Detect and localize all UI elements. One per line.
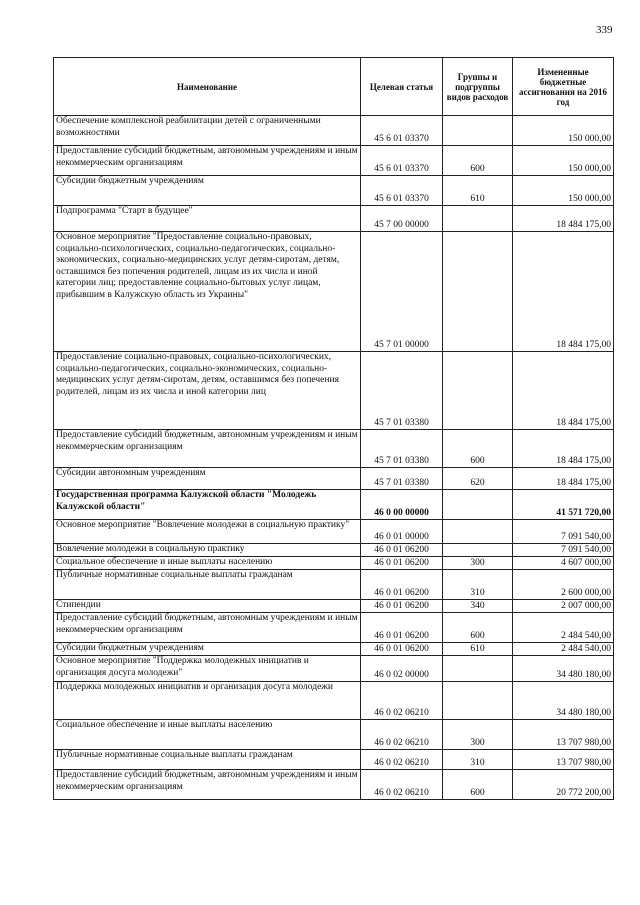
- table-row: [54, 643, 614, 656]
- row-name: Подпрограмма "Старт в будущее": [54, 206, 361, 232]
- row-name: Субсидии автономным учреждениям: [54, 468, 361, 490]
- table-row: [54, 468, 614, 490]
- row-target-code: 45 6 01 03370: [361, 116, 443, 146]
- row-group-code: 600: [443, 146, 513, 176]
- row-group-code: 310: [443, 750, 513, 770]
- table-row: [54, 600, 614, 613]
- row-amount: 150 000,00: [513, 146, 614, 176]
- row-amount: 7 091 540,00: [513, 520, 614, 544]
- row-target-code: 46 0 01 06200: [361, 600, 443, 613]
- table-row: [54, 570, 614, 600]
- row-group-code: 300: [443, 557, 513, 570]
- row-target-code: 45 7 01 03380: [361, 468, 443, 490]
- row-target-code: 46 0 02 06210: [361, 750, 443, 770]
- row-name: Субсидии бюджетным учреждениям: [54, 176, 361, 206]
- table-row: [54, 544, 614, 557]
- table-row: [54, 520, 614, 544]
- row-target-code: 45 6 01 03370: [361, 146, 443, 176]
- header-target: Целевая статья: [361, 58, 443, 116]
- row-name: Предоставление субсидий бюджетным, автономным учреждениям и иным некоммерческим организациям: [54, 613, 361, 643]
- row-name: Социальное обеспечение и иные выплаты населению: [54, 720, 361, 750]
- row-amount: 18 484 175,00: [513, 352, 614, 430]
- row-group-code: [443, 232, 513, 352]
- row-amount: 18 484 175,00: [513, 468, 614, 490]
- table-row: [54, 352, 614, 430]
- row-name: Предоставление субсидий бюджетным, автономным учреждениям и иным некоммерческим организациям: [54, 770, 361, 800]
- row-name: Предоставление социально-правовых, социально-психологических, социально-педагогических, социально-экономических, социально-медицинских услуг детям-сиротам, детям, оставшимся без попечения родителей, лицам из их числа и иной категории лиц: [54, 352, 361, 430]
- row-amount: 18 484 175,00: [513, 430, 614, 468]
- table-row: [54, 116, 614, 146]
- page-number: 339: [596, 24, 613, 36]
- table-row: [54, 430, 614, 468]
- row-target-code: 46 0 02 00000: [361, 656, 443, 682]
- table-row: [54, 770, 614, 800]
- row-name: Социальное обеспечение и иные выплаты населению: [54, 557, 361, 570]
- row-amount: 2 007 000,00: [513, 600, 614, 613]
- row-amount: 150 000,00: [513, 176, 614, 206]
- table-row: [54, 613, 614, 643]
- row-name: Стипендии: [54, 600, 361, 613]
- row-group-code: [443, 656, 513, 682]
- row-name: Основное мероприятие "Вовлечение молодежи в социальную практику": [54, 520, 361, 544]
- row-name: Предоставление субсидий бюджетным, автономным учреждениям и иным некоммерческим организациям: [54, 430, 361, 468]
- header-name: Наименование: [54, 58, 361, 116]
- row-amount: 18 484 175,00: [513, 232, 614, 352]
- row-amount: 18 484 175,00: [513, 206, 614, 232]
- row-group-code: 340: [443, 600, 513, 613]
- row-group-code: 600: [443, 613, 513, 643]
- row-group-code: [443, 520, 513, 544]
- row-group-code: 310: [443, 570, 513, 600]
- row-amount: 41 571 720,00: [513, 490, 614, 520]
- row-amount: 20 772 200,00: [513, 770, 614, 800]
- row-group-code: 610: [443, 176, 513, 206]
- row-group-code: 610: [443, 643, 513, 656]
- table-row: [54, 232, 614, 352]
- row-group-code: 300: [443, 720, 513, 750]
- header-amount: Измененные бюджетные ассигнования на 2016 год: [513, 58, 614, 116]
- row-name: Предоставление субсидий бюджетным, автономным учреждениям и иным некоммерческим организациям: [54, 146, 361, 176]
- table-row: [54, 490, 614, 520]
- row-amount: 7 091 540,00: [513, 544, 614, 557]
- row-target-code: 45 7 00 00000: [361, 206, 443, 232]
- table-row: [54, 206, 614, 232]
- row-target-code: 45 7 01 00000: [361, 232, 443, 352]
- table-row: [54, 176, 614, 206]
- row-amount: 34 480 180,00: [513, 682, 614, 720]
- row-target-code: 46 0 01 06200: [361, 643, 443, 656]
- table-header-row: [54, 58, 614, 116]
- table-row: [54, 557, 614, 570]
- row-amount: 2 484 540,00: [513, 643, 614, 656]
- row-target-code: 46 0 01 06200: [361, 544, 443, 557]
- row-target-code: 45 7 01 03380: [361, 430, 443, 468]
- row-group-code: [443, 352, 513, 430]
- row-amount: 13 707 980,00: [513, 720, 614, 750]
- table-row: [54, 146, 614, 176]
- row-target-code: 46 0 01 00000: [361, 520, 443, 544]
- row-target-code: 46 0 01 06200: [361, 613, 443, 643]
- row-target-code: 46 0 02 06210: [361, 720, 443, 750]
- row-name: Основное мероприятие "Поддержка молодежных инициатив и организация досуга молодежи": [54, 656, 361, 682]
- row-group-code: [443, 682, 513, 720]
- row-target-code: 46 0 01 06200: [361, 557, 443, 570]
- row-group-code: [443, 116, 513, 146]
- row-name: Вовлечение молодежи в социальную практику: [54, 544, 361, 557]
- table-row: [54, 750, 614, 770]
- row-amount: 150 000,00: [513, 116, 614, 146]
- row-name: Публичные нормативные социальные выплаты гражданам: [54, 750, 361, 770]
- table-row: [54, 682, 614, 720]
- row-amount: 2 484 540,00: [513, 613, 614, 643]
- row-name: Субсидии бюджетным учреждениям: [54, 643, 361, 656]
- row-name: Государственная программа Калужской области "Молодежь Калужской области": [54, 490, 361, 520]
- row-name: Обеспечение комплексной реабилитации детей с ограниченными возможностями: [54, 116, 361, 146]
- row-amount: 13 707 980,00: [513, 750, 614, 770]
- row-name: Публичные нормативные социальные выплаты гражданам: [54, 570, 361, 600]
- row-group-code: 600: [443, 430, 513, 468]
- row-amount: 34 480 180,00: [513, 656, 614, 682]
- row-target-code: 45 6 01 03370: [361, 176, 443, 206]
- row-target-code: 46 0 02 06210: [361, 770, 443, 800]
- row-target-code: 46 0 00 00000: [361, 490, 443, 520]
- table-row: [54, 720, 614, 750]
- row-target-code: 45 7 01 03380: [361, 352, 443, 430]
- table-body: [54, 116, 614, 800]
- budget-table: [53, 57, 614, 800]
- row-amount: 2 600 000,00: [513, 570, 614, 600]
- row-target-code: 46 0 01 06200: [361, 570, 443, 600]
- row-amount: 4 607 000,00: [513, 557, 614, 570]
- header-groups: Группы и подгруппы видов расходов: [443, 58, 513, 116]
- row-name: Основное мероприятие "Предоставление социально-правовых, социально-психологических, социально-педагогических, социально-экономических, социально-медицинских услуг детям-сиротам, детям, оставшимся без попечения родителей, лицам из их числа и иной категории лиц; предоставление социально-бытовых услуг лицам, прибывшим в Калужскую область из Украины": [54, 232, 361, 352]
- row-group-code: [443, 490, 513, 520]
- row-group-code: 620: [443, 468, 513, 490]
- row-name: Поддержка молодежных инициатив и организация досуга молодежи: [54, 682, 361, 720]
- row-target-code: 46 0 02 06210: [361, 682, 443, 720]
- table-row: [54, 656, 614, 682]
- row-group-code: [443, 544, 513, 557]
- row-group-code: 600: [443, 770, 513, 800]
- row-group-code: [443, 206, 513, 232]
